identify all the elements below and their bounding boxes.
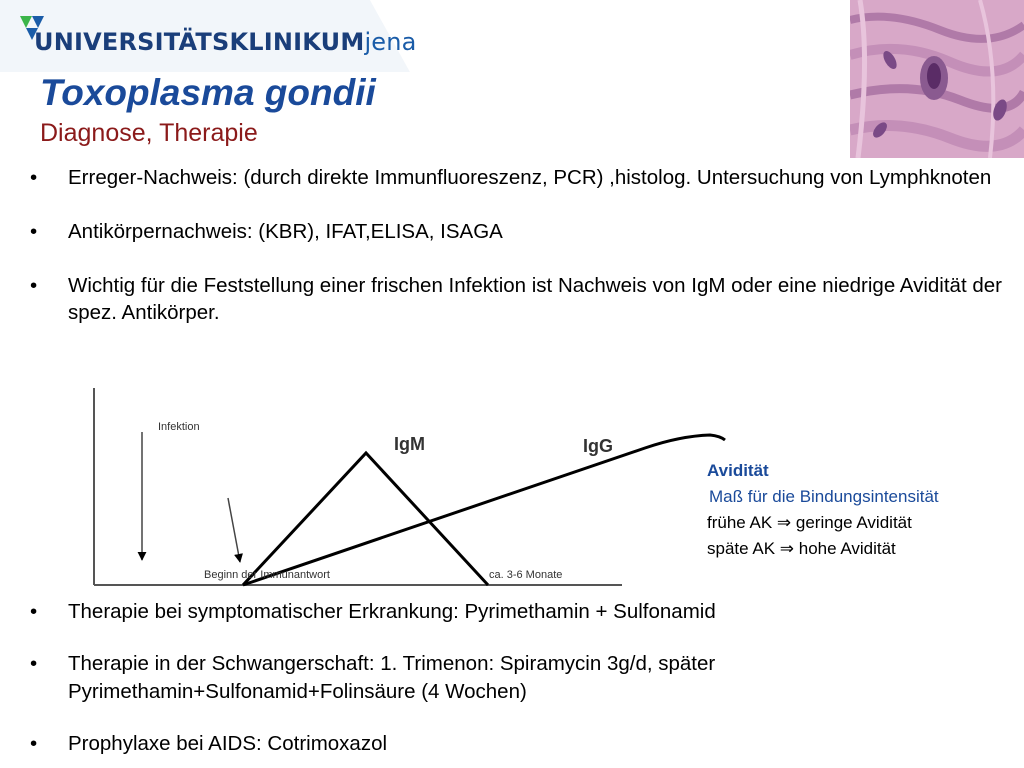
histology-micrograph (850, 0, 1024, 158)
bullet-icon: • (30, 652, 38, 675)
list-item (28, 650, 1013, 706)
list-item (28, 218, 1013, 245)
label-beginn: Beginn der Immunantwort (204, 569, 330, 581)
bullet-icon: • (30, 220, 38, 243)
bullet-text: Antikörpernachweis: (KBR), IFAT,ELISA, ISAGA (68, 220, 503, 243)
slide-subtitle: Diagnose, Therapie (40, 119, 258, 147)
logo-wordmark (34, 28, 417, 56)
list-item (28, 598, 1013, 626)
bullet-icon: • (30, 732, 38, 755)
bullet-icon: • (30, 274, 38, 297)
response-arrow (228, 498, 240, 562)
bullet-icon: • (30, 600, 38, 623)
bullet-list-top (28, 164, 1013, 326)
label-infektion: Infektion (158, 421, 200, 433)
igm-curve (243, 453, 488, 585)
avidity-early: frühe AK ⇒ geringe Avidität (707, 513, 912, 532)
avidity-heading: Avidität (707, 461, 769, 480)
avidity-late: späte AK ⇒ hohe Avidität (707, 539, 896, 558)
label-igg: IgG (583, 436, 613, 456)
avidity-definition: Maß für die Bindungsintensität (709, 487, 939, 506)
label-monate: ca. 3-6 Monate (489, 569, 563, 581)
igg-curve (243, 435, 725, 585)
list-item (28, 730, 1013, 758)
bullet-icon: • (30, 166, 38, 189)
logo-main: UNIVERSITÄTSKLINIKUM (34, 28, 365, 56)
bullet-text: Erreger-Nachweis: (durch direkte Immunfluoreszenz, PCR) ,histolog. Untersuchung von Lymphknoten (68, 166, 992, 189)
avidity-note (707, 458, 939, 562)
bullet-text: Therapie in der Schwangerschaft: 1. Trimenon: Spiramycin 3g/d, später Pyrimethamin+Sulfonamid+Folinsäure (4 Wochen) (68, 652, 716, 703)
logo-suffix: jena (364, 28, 417, 56)
bullet-text: Wichtig für die Feststellung einer frischen Infektion ist Nachweis von IgM oder eine niedrige Avidität der spez. Antikörper. (68, 274, 1002, 324)
antibody-curve-diagram (80, 380, 740, 590)
list-item (28, 164, 1013, 191)
bullet-text: Prophylaxe bei AIDS: Cotrimoxazol (68, 732, 388, 755)
bullet-list-bottom (28, 598, 1013, 758)
bullet-text: Therapie bei symptomatischer Erkrankung: Pyrimethamin + Sulfonamid (68, 600, 716, 623)
slide-title: Toxoplasma gondii (40, 72, 376, 113)
list-item (28, 272, 1013, 326)
label-igm: IgM (394, 434, 425, 454)
